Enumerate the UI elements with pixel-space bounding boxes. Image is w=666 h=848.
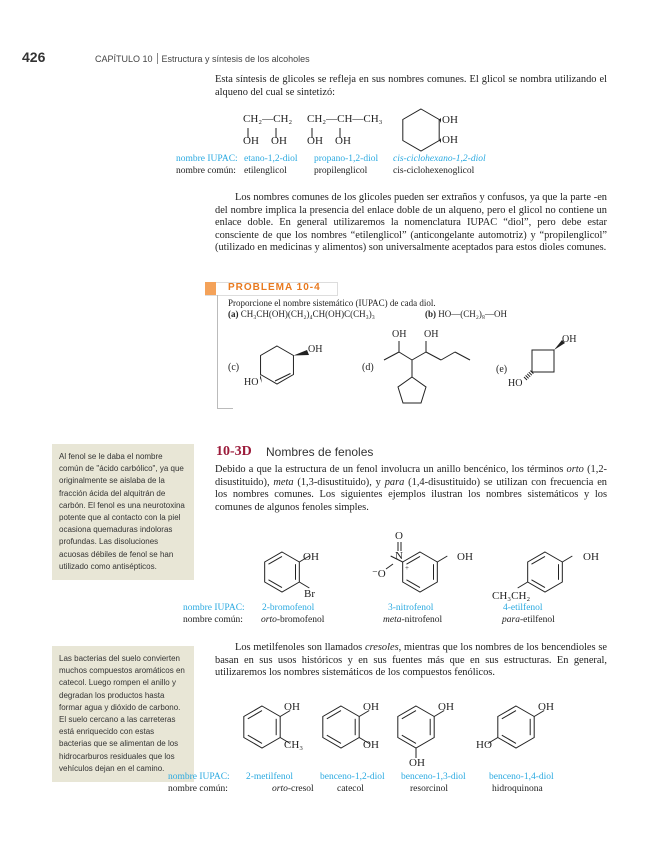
n-label: N [395, 550, 403, 562]
ch3-label: CH₃ [284, 739, 304, 751]
chapter-label: CAPÍTULO 10 [95, 54, 153, 64]
bond-line [268, 580, 282, 588]
oh-label: OH [308, 344, 323, 355]
item-label: (b) [425, 309, 436, 319]
oh-label: OH [335, 135, 351, 147]
bond-line [406, 580, 420, 588]
common-name: hidroquinona [492, 784, 543, 794]
oh-label: OH [363, 739, 379, 751]
iupac-name: benceno-1,2-diol [320, 772, 385, 782]
oh-label: OH [307, 135, 323, 147]
page-number: 426 [22, 49, 46, 65]
problem-a [228, 309, 375, 319]
common-name: etilenglicol [244, 166, 287, 176]
name: -cresol [287, 784, 314, 794]
bond-line [529, 372, 532, 375]
bond-line [248, 711, 262, 719]
prefix: orto [272, 784, 288, 794]
ring [403, 109, 439, 151]
name: -nitrofenol [401, 615, 443, 625]
prefix: para [502, 615, 520, 625]
oh-label: OH [243, 135, 259, 147]
bond-line [384, 352, 399, 360]
common-name: catecol [337, 784, 364, 794]
ring [323, 706, 359, 748]
bond-line [327, 735, 341, 743]
oh-label: OH [392, 329, 407, 340]
iupac-name: 2-bromofenol [262, 603, 315, 613]
glycol-paragraph: Los nombres comunes de los glicoles pueden ser extraños y confusos, ya que la parte -en del nombre implica la presencia del enlace doble de un alqueno, pero el glicol no contiene un enlace doble. En general utilizaremos la nomenclatura IUPAC “diol”, pero debe estar consciente de que los nombres “etilenglicol” (anticongelante automotriz) y “propilenglicol” (utilizado en medicinas y alimentos) son universalmente aceptados para estos dioles comunes. [215, 192, 607, 253]
ring [403, 552, 438, 592]
bond-line [437, 556, 447, 562]
common-name: resorcinol [410, 784, 448, 794]
common-name: propilenglicol [314, 166, 368, 176]
iupac-label: nombre IUPAC: [176, 154, 238, 164]
chapter-title: Estructura y síntesis de los alcoholes [161, 54, 310, 64]
problem-border [217, 295, 218, 408]
iupac-name: 2-metilfenol [246, 772, 293, 782]
ho-label: HO [476, 739, 492, 751]
common-label: nombre común: [176, 166, 236, 176]
ethyl-label: CH₃CH₂ [492, 590, 531, 602]
common-label: nombre común: [168, 784, 228, 794]
ho-label: HO [508, 378, 523, 389]
bond-line [531, 580, 545, 588]
name: -bromofenol [276, 615, 325, 625]
oh-label: OH [409, 757, 425, 769]
bond-line [441, 352, 455, 360]
bond-line [268, 556, 282, 564]
iupac-name: cis-ciclohexano-1,2-diol [393, 154, 486, 164]
bond-line [526, 375, 529, 378]
common-name [502, 615, 555, 625]
oh-label: OH [562, 334, 577, 345]
bond-line [412, 352, 426, 360]
oh-label: OH [442, 134, 458, 146]
bond-line [562, 556, 572, 562]
problem-prompt: Proporcione el nombre sistemático (IUPAC) de cada diol. [228, 298, 436, 308]
section-title: Nombres de fenoles [266, 445, 374, 459]
o-label: O [395, 530, 403, 542]
oh-label: OH [538, 701, 554, 713]
wedge-bond [260, 375, 262, 384]
oh-label: OH [457, 551, 473, 563]
bond-line [524, 377, 527, 380]
phenol-paragraph: Debido a que la estructura de un fenol involucra un anillo bencénico, los términos orto (1,2-disustituido), meta (1,3-disustituido), y para (1,4-disustituido) se utilizan con frecuencia en los nombres comunes. Los siguientes ejemplos ilustran los nombres sistemáticos y los comunes de algunos fenoles simples. [215, 464, 608, 513]
glycol-formula: CH₂—CH₂ [243, 113, 293, 125]
formula: HO—(CH₂)₈—OH [438, 309, 508, 319]
sidebar-note-phenol: Al fenol se le daba el nombre común de "ácido carbólico", ya que originalmente se aislaba de la fracción ácida del alquitrán de carbón. El fenol es una neurotoxina potente que al contacto con la piel ocasiona quemaduras indoloras profundas. Las disoluciones acuosas débiles de fenol se han utilizado como antisépticos. [52, 444, 194, 580]
oh-label: OH [271, 135, 287, 147]
ring [528, 552, 563, 592]
oh-label: OH [284, 701, 300, 713]
problem-marker [205, 282, 216, 295]
iupac-name: benceno-1,3-diol [401, 772, 466, 782]
iupac-name: 4-etilfenol [503, 603, 543, 613]
ring [261, 346, 294, 384]
br-label: Br [304, 588, 315, 600]
bond-line [402, 711, 416, 719]
bond-line [386, 564, 393, 569]
ring [398, 377, 426, 403]
ring [244, 706, 280, 748]
bond-line [502, 711, 516, 719]
bond-line [426, 352, 441, 360]
bond-line [455, 352, 470, 360]
wedge-bond [293, 350, 309, 356]
iupac-label: nombre IUPAC: [168, 772, 230, 782]
oh-label: OH [303, 551, 319, 563]
ring [265, 552, 300, 592]
iupac-name: benceno-1,4-diol [489, 772, 554, 782]
common-name: cis-ciclohexenoglicol [393, 166, 475, 176]
problem-d-label: (d) [362, 362, 374, 373]
bond-line [402, 735, 416, 743]
iupac-name: 3-nitrofenol [388, 603, 434, 613]
oh-label: OH [363, 701, 379, 713]
prefix: meta [383, 615, 402, 625]
name: -etilfenol [519, 615, 555, 625]
iupac-name: propano-1,2-diol [314, 154, 379, 164]
bond-line [502, 735, 516, 743]
bond-line [518, 582, 528, 588]
bond-line [327, 711, 341, 719]
problem-c-label: (c) [228, 362, 240, 373]
problem-e-label: (e) [496, 364, 508, 375]
bond-line [531, 556, 545, 564]
problem-title: PROBLEMA 10-4 [228, 282, 321, 293]
o-minus-label: ⁻O [372, 568, 386, 580]
ring [498, 706, 534, 748]
glycol-formula: CH₂—CH—CH₃ [307, 113, 383, 125]
problem-b [425, 309, 507, 319]
iupac-label: nombre IUPAC: [183, 603, 245, 613]
bond-line [248, 735, 262, 743]
section-number: 10-3D [216, 444, 252, 459]
common-name [383, 615, 442, 625]
prefix: orto [261, 615, 277, 625]
sidebar-note-bacteria: Las bacterias del suelo convierten muchos compuestos aromáticos en catecol. Luego rompen el anillo y degradan los productos hasta formar agua y dióxido de carbono. El suelo cercano a las carreteras está enriquecido con estas bacterias que se alimentan de los hidrocarburos residuales que los vehículos dejan en el camino. [52, 646, 194, 782]
bond-line [527, 374, 530, 377]
common-label: nombre común: [183, 615, 243, 625]
plus-charge: + [405, 564, 409, 572]
ring [398, 706, 434, 748]
oh-label: OH [438, 701, 454, 713]
intro-paragraph: Esta síntesis de glicoles se refleja en sus nombres comunes. El glicol se nombra utilizando el alqueno del cual se sintetizó: [215, 74, 607, 98]
problem-border [217, 408, 233, 409]
bond-line [399, 352, 412, 360]
oh-label: OH [424, 329, 439, 340]
oh-label: OH [583, 551, 599, 563]
formula: CH₃CH(OH)(CH₂)₄CH(OH)C(CH₃)₃ [240, 309, 375, 319]
cresol-paragraph: Los metilfenoles son llamados cresoles, mientras que los nombres de los bencendioles se basan en sus usos históricos y en sus fuentes más que en sus estructuras. En general, utilizaremos los nombres sistemáticos de los compuestos fenólicos. [215, 642, 607, 678]
oh-label: OH [442, 114, 458, 126]
ho-label: HO [244, 377, 259, 388]
common-name [272, 784, 314, 794]
item-label: (a) [228, 309, 239, 319]
iupac-name: etano-1,2-diol [244, 154, 298, 164]
ring [532, 350, 554, 372]
common-name [261, 615, 324, 625]
